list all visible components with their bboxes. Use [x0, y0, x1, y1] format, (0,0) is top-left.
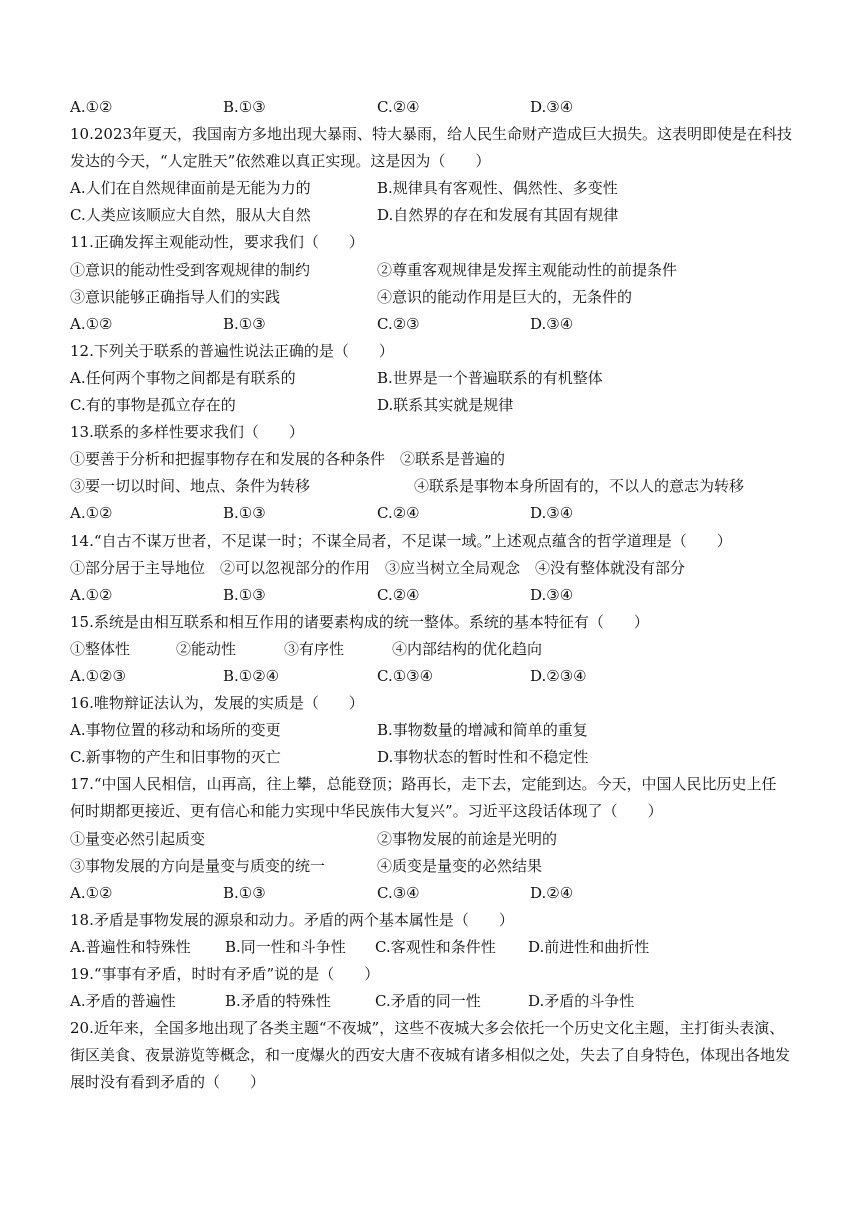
question-20-stem-end: 展时没有看到矛盾的（ ）: [70, 1073, 266, 1092]
statement-1: ①整体性: [70, 639, 131, 658]
option-c: C.③④: [377, 883, 420, 902]
option-c: C.②③: [377, 314, 420, 333]
statement-4: ④意识的能动作用是巨大的，无条件的: [377, 287, 633, 306]
statement-1: ①量变必然引起质变: [70, 829, 206, 848]
question-14-statements: ①部分居于主导地位 ②可以忽视部分的作用 ③应当树立全局观念 ④没有整体就没有部分: [70, 558, 686, 577]
option-d: D.自然界的存在和发展有其固有规律: [377, 206, 619, 225]
option-d: D.③④: [530, 585, 574, 604]
option-a: A.任何两个事物之间都是有联系的: [70, 368, 296, 387]
option-b: B.①③: [223, 883, 266, 902]
question-17-stem-cont: 何时期都更接近、更有信心和能力实现中华民族伟大复兴”。习近平这段话体现了（ ）: [70, 802, 663, 821]
statement-3: ③要一切以时间、地点、条件为转移: [70, 477, 311, 496]
option-b: B.①②④: [223, 666, 280, 685]
option-b: B.世界是一个普遍联系的有机整体: [377, 368, 603, 387]
option-b: B.①③: [223, 314, 266, 333]
option-b: B.规律具有客观性、偶然性、多变性: [377, 179, 618, 198]
option-c: C.②④: [377, 98, 420, 116]
option-d: D.③④: [530, 504, 574, 523]
question-20-stem-cont: 街区美食、夜景游览等概念，和一度爆火的西安大唐不夜城有诸多相似之处，失去了自身特色，体现出各地发: [70, 1046, 791, 1065]
option-d: D.联系其实就是规律: [377, 396, 514, 415]
question-10-stem: 10.2023年夏天，我国南方多地出现大暴雨、特大暴雨，给人民生命财产造成巨大损失。这表明即使是在科技: [70, 125, 793, 144]
question-14-options: [70, 582, 810, 609]
exam-page: [70, 94, 810, 1096]
option-b: B.①③: [223, 98, 266, 116]
question-14-stem: 14.“自古不谋万世者，不足谋一时；不谋全局者，不足谋一域。”上述观点蕴含的哲学道理是（ ）: [70, 531, 732, 550]
option-c: C.①③④: [377, 666, 434, 685]
question-17-stem: 17.“中国人民相信，山再高，往上攀，总能登顶；路再长，走下去，定能到达。今天，中国人民比历史上任: [70, 775, 777, 794]
question-16-stem: 16.唯物辩证法认为，发展的实质是（ ）: [70, 694, 364, 713]
question-17-statements-12: [70, 826, 810, 853]
question-15-statements: [70, 636, 810, 663]
question-20-stem: 20.近年来，全国多地出现了各类主题“不夜城”，这些不夜城大多会依托一个历史文化主题，主打街头表演、: [70, 1019, 785, 1038]
option-c: C.②④: [377, 585, 420, 604]
option-d: D.③④: [530, 314, 574, 333]
question-11-statements-12: [70, 257, 810, 284]
option-d: D.前进性和曲折性: [528, 937, 650, 956]
question-10-options-ab: [70, 175, 810, 202]
question-10-stem-cont: 发达的今天，“人定胜天”依然难以真正实现。这是因为（ ）: [70, 152, 491, 171]
statement-4: ④质变是量变的必然结果: [377, 856, 543, 875]
answer-options-row: [70, 94, 810, 121]
statement-4: ④内部结构的优化趋向: [392, 639, 543, 658]
option-d: D.②③④: [530, 666, 587, 685]
statement-4: ④联系是事物本身所固有的，不以人的意志为转移: [414, 477, 745, 496]
question-13-stem: 13.联系的多样性要求我们（ ）: [70, 423, 304, 442]
option-a: A.①②: [70, 585, 113, 604]
option-b: B.①③: [223, 504, 266, 523]
option-b: B.①③: [223, 585, 266, 604]
option-a: A.人们在自然规律面前是无能为力的: [70, 179, 311, 198]
statement-1: ①意识的能动性受到客观规律的制约: [70, 260, 311, 279]
option-b: B.同一性和斗争性: [225, 937, 346, 956]
option-a: A.①②: [70, 98, 113, 116]
option-a: A.普遍性和特殊性: [70, 937, 191, 956]
question-11-options: [70, 311, 810, 338]
option-a: A.①②: [70, 314, 113, 333]
option-c: C.矛盾的同一性: [375, 992, 481, 1011]
option-c: C.有的事物是孤立存在的: [70, 396, 236, 415]
question-17-statements-34: [70, 853, 810, 880]
option-c: C.人类应该顺应大自然，服从大自然: [70, 206, 311, 225]
option-c: C.②④: [377, 504, 420, 523]
option-a: A.①②: [70, 504, 113, 523]
option-d: D.矛盾的斗争性: [528, 992, 635, 1011]
question-12-options-cd: [70, 392, 810, 419]
question-13-statements-34: [70, 473, 810, 500]
question-18-stem: 18.矛盾是事物发展的源泉和动力。矛盾的两个基本属性是（ ）: [70, 910, 514, 929]
option-a: A.①②③: [70, 666, 126, 685]
question-12-stem: 12.下列关于联系的普遍性说法正确的是（ ）: [70, 341, 394, 360]
option-b: B.矛盾的特殊性: [225, 992, 331, 1011]
question-19-stem: 19.“事事有矛盾，时时有矛盾”说的是（ ）: [70, 965, 380, 983]
option-c: C.新事物的产生和旧事物的灭亡: [70, 748, 281, 767]
statement-2: ②尊重客观规律是发挥主观能动性的前提条件: [377, 260, 678, 279]
question-16-options-cd: [70, 744, 810, 771]
option-a: A.①②: [70, 883, 113, 902]
question-18-options: [70, 934, 810, 961]
statement-3: ③意识能够正确指导人们的实践: [70, 287, 281, 306]
question-15-options: [70, 663, 810, 690]
question-10-options-cd: [70, 202, 810, 229]
question-19-options: [70, 988, 810, 1015]
question-16-options-ab: [70, 717, 810, 744]
statement-3: ③有序性: [284, 639, 345, 658]
question-11-stem: 11.正确发挥主观能动性，要求我们（ ）: [70, 233, 364, 252]
question-15-stem: 15.系统是由相互联系和相互作用的诸要素构成的统一整体。系统的基本特征有（ ）: [70, 612, 649, 631]
option-b: B.事物数量的增减和简单的重复: [377, 721, 588, 740]
question-11-statements-34: [70, 284, 810, 311]
statement-3: ③事物发展的方向是量变与质变的统一: [70, 856, 326, 875]
option-c: C.客观性和条件性: [375, 937, 496, 956]
question-13-statements-12: ①要善于分析和把握事物存在和发展的各种条件 ②联系是普遍的: [70, 450, 506, 469]
option-a: A.事物位置的移动和场所的变更: [70, 721, 281, 740]
question-12-options-ab: [70, 365, 810, 392]
option-d: D.②④: [530, 883, 574, 902]
question-13-options: [70, 500, 810, 527]
option-d: D.事物状态的暂时性和不稳定性: [377, 748, 589, 767]
question-17-options: [70, 880, 810, 907]
statement-2: ②事物发展的前途是光明的: [377, 829, 558, 848]
option-d: D.③④: [530, 98, 574, 116]
option-a: A.矛盾的普遍性: [70, 992, 176, 1011]
statement-2: ②能动性: [176, 639, 237, 658]
